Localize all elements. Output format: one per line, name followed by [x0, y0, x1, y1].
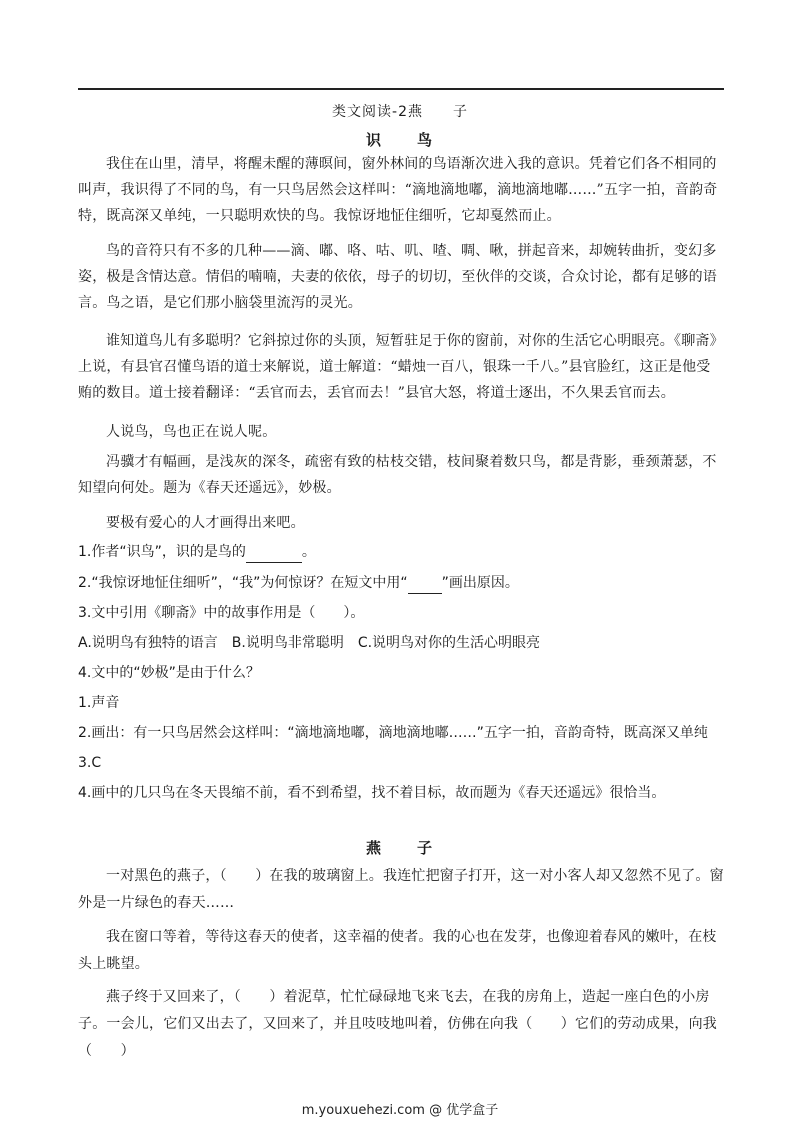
- answer-blank-1[interactable]: [246, 542, 302, 563]
- question-1: [78, 542, 724, 563]
- s2-paragraph-2: 我在窗口等着，等待这春天的使者，这幸福的使者。我的心也在发芽，也像迎着春风的嫩叶，在枝头上眺望。: [78, 929, 717, 972]
- s1-paragraph-2: 鸟的音符只有不多的几种——滴、嘟、咯、咕、叽、喳、啁、啾，拼起音来，却婉转曲折，变幻多姿，极是含情达意。情侣的喃喃，夫妻的依依，母子的切切，至伙伴的交谈，合众讨论，都有足够的语言。鸟之语，是它们那小脑袋里流泻的灵光。: [78, 243, 717, 311]
- answer-3: 3.C: [78, 755, 102, 771]
- header-rule: [78, 88, 724, 90]
- question-2-text: 2.“我惊讶地怔住细听”，“我”为何惊讶？在短文中用“: [78, 575, 408, 591]
- question-3: 3.文中引用《聊斋》中的故事作用是（ ）。: [78, 605, 365, 621]
- question-1-end: 。: [301, 544, 316, 560]
- question-2: [78, 573, 724, 594]
- question-1-text: 1.作者“识鸟”，识的是鸟的: [78, 544, 246, 560]
- s2-paragraph-3: 燕子终于又回来了，（ ）着泥草，忙忙碌碌地飞来飞去，在我的房角上，造起一座白色的小房子。一会儿，它们又出去了，又回来了，并且吱吱地叫着，仿佛在向我（ ）它们的劳动成果，向我（ ）: [78, 989, 717, 1059]
- section1-title: 识 鸟: [365, 131, 434, 149]
- s1-paragraph-6: 要极有爱心的人才画得出来吧。: [106, 515, 305, 531]
- answer-4: 4.画中的几只鸟在冬天畏缩不前，看不到希望，找不着目标，故而题为《春天还遥远》很恰当。: [78, 785, 666, 801]
- page-title: 类文阅读-2燕 子: [332, 104, 468, 120]
- answer-2: 2.画出：有一只鸟居然会这样叫：“滴地滴地嘟，滴地滴地嘟……”五字一拍，音韵奇特，既高深又单纯: [78, 725, 708, 741]
- s1-paragraph-1: 我住在山里，清早，将醒未醒的薄暝间，窗外林间的鸟语渐次进入我的意识。凭着它们各不相同的叫声，我识得了不同的鸟，有一只鸟居然会这样叫：“滴地滴地嘟，滴地滴地嘟……”五字一拍，音韵奇特，既高深又单纯，一只聪明欢快的鸟。我惊讶地怔住细听，它却戛然而止。: [78, 156, 718, 224]
- answer-blank-2[interactable]: [408, 573, 442, 594]
- s1-paragraph-5: 冯骥才有幅画，是浅灰的深冬，疏密有致的枯枝交错，枝间聚着数只鸟，都是背影，垂颈萧瑟，不知望向何处。题为《春天还遥远》，妙极。: [78, 454, 717, 496]
- s2-paragraph-1: 一对黑色的燕子，（ ）在我的玻璃窗上。我连忙把窗子打开，这一对小客人却又忽然不见了。窗外是一片绿色的春天……: [78, 868, 724, 911]
- s1-paragraph-3: 谁知道鸟儿有多聪明？它斜掠过你的头顶，短暂驻足于你的窗前，对你的生活它心明眼亮。《聊斋》上说，有县官召懂鸟语的道士来解说，道士解道：“蜡烛一百八，银珠一千八。”县官脸红，这正是他受贿的数目。道士接着翻译：“丢官而去，丢官而去！”县官大怒，将道士逐出，不久果丢官而去。: [78, 333, 724, 401]
- question-3-options: A.说明鸟有独特的语言 B.说明鸟非常聪明 C.说明鸟对你的生活心明眼亮: [78, 635, 541, 651]
- question-2-end: ”画出原因。: [441, 575, 519, 591]
- question-4: 4.文中的“妙极”是由于什么？: [78, 665, 260, 681]
- section2-title: 燕 子: [365, 839, 434, 857]
- s1-paragraph-4: 人说鸟，鸟也正在说人呢。: [106, 424, 277, 440]
- answer-1: 1.声音: [78, 695, 120, 711]
- footer-watermark: m.youxuehezi.com @ 优学盒子: [301, 1103, 499, 1118]
